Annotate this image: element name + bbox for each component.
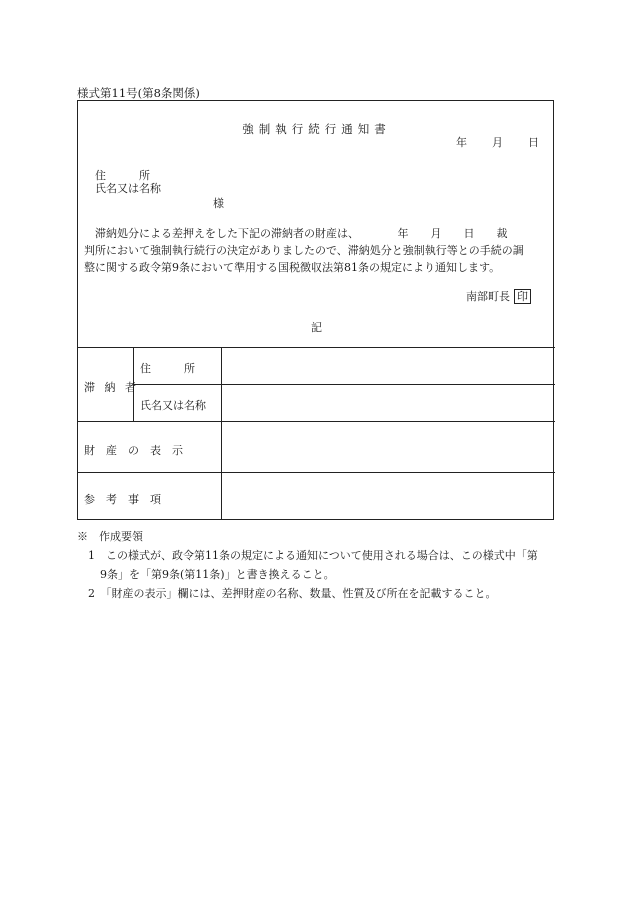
delinquent-address-field <box>222 348 554 384</box>
property-label: 財 産 の 表 示 <box>84 444 183 457</box>
date-month: 月 <box>492 136 503 149</box>
note-item-1-line-2: 9条」を「第9条(第11条)」と書き換えること。 <box>100 568 335 581</box>
note-item-1-line-1: 1 この様式が、政令第11条の規定による通知について使用される場合は、この様式中「第 <box>88 549 538 562</box>
ki-label: 記 <box>311 321 322 334</box>
issuer-signature <box>466 288 531 304</box>
recipient-address-label: 住 所 <box>95 169 150 182</box>
date-year: 年 <box>456 136 467 149</box>
document-title: 強制執行続行通知書 <box>242 122 391 136</box>
notes-heading: ※ 作成要領 <box>77 530 143 543</box>
issuer-name: 南部町長 <box>466 290 510 303</box>
delinquent-name-label: 氏名又は名称 <box>140 399 206 412</box>
date-day: 日 <box>528 136 539 149</box>
delinquent-address-label: 住 所 <box>140 362 195 375</box>
property-field <box>222 422 554 472</box>
seal-stamp: 印 <box>514 289 531 304</box>
recipient-honorific: 様 <box>213 197 224 210</box>
notice-form <box>77 100 554 520</box>
remarks-label: 参 考 事 項 <box>84 493 161 506</box>
form-id: 様式第11号(第8条関係) <box>77 86 200 100</box>
remarks-field <box>222 473 554 519</box>
delinquent-label: 滞 納 者 <box>84 381 139 394</box>
recipient-name-label: 氏名又は名称 <box>95 182 161 195</box>
body-line-2: 判所において強制執行続行の決定がありましたので、滞納処分と強制執行等との手続の調 <box>84 244 524 257</box>
note-item-2: 2 「財産の表示」欄には、差押財産の名称、数量、性質及び所在を記載すること。 <box>88 587 497 600</box>
body-line-3: 整に関する政令第9条において準用する国税徴収法第81条の規定により通知します。 <box>84 261 501 274</box>
body-line-1: 滞納処分による差押えをした下記の滞納者の財産は、 年 月 日 裁 <box>95 227 508 240</box>
delinquent-name-field <box>222 385 554 421</box>
